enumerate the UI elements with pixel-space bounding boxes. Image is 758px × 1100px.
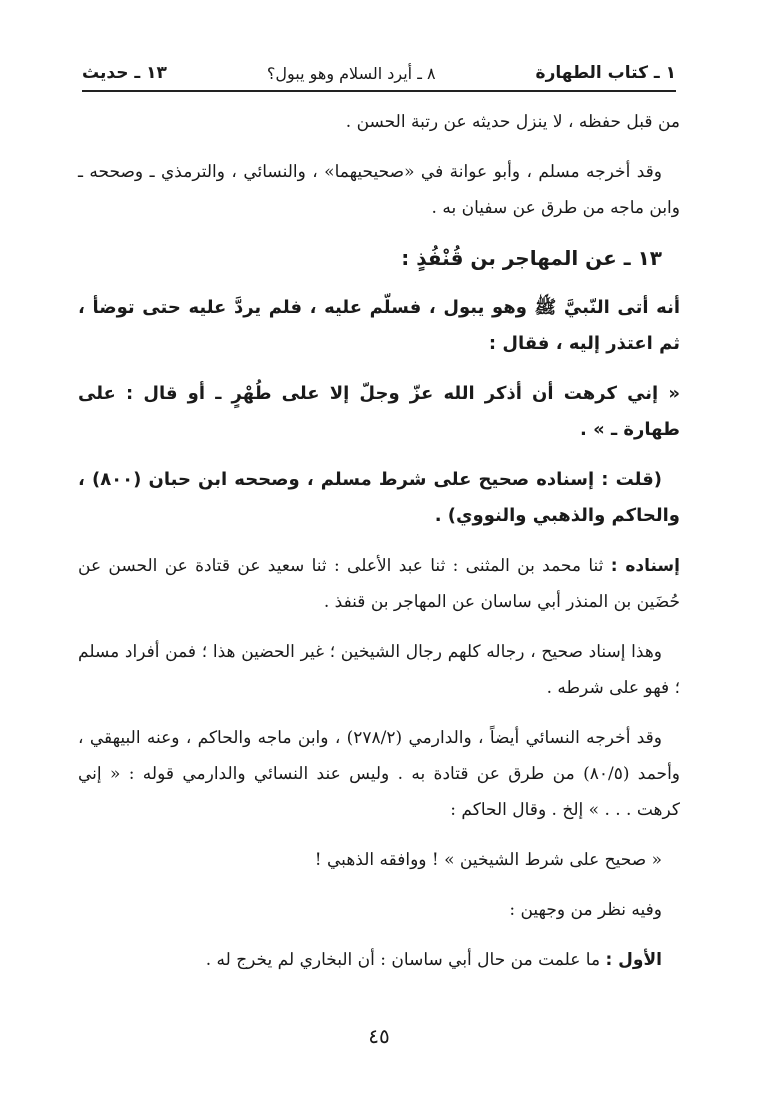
nazar-line: وفيه نظر من وجهين : bbox=[509, 900, 662, 920]
paragraph-takhrij: وقد أخرجه النسائي أيضاً ، والدارمي (٢٧٨/٢) ، وابن ماجه والحاكم ، وعنه البيهقي ، وأحمد (٨٠/٥) من طرق عن قتادة به . وليس عند النسائي والدارمي قوله : « إني كرهت . . . » إلخ . وقال الحاكم : bbox=[78, 728, 680, 820]
paragraph-takhrij-muslim: وقد أخرجه مسلم ، وأبو عوانة في «صحيحيهما» ، والنسائي ، والترمذي ـ وصححه ـ وابن ماجه من طرق عن سفيان به . bbox=[78, 162, 680, 218]
hakim-quote: « صحيح على شرط الشيخين » ! ووافقه الذهبي ! bbox=[314, 850, 662, 870]
isnad-paragraph bbox=[78, 548, 680, 620]
running-header bbox=[82, 58, 676, 88]
paragraph-sahih: وهذا إسناد صحيح ، رجاله كلهم رجال الشيخين ؛ غير الحضين هذا ؛ فمن أفراد مسلم ؛ فهو على شرطه . bbox=[78, 642, 680, 698]
hadith-quote: « إني كرهت أن أذكر الله عزّ وجلّ إلا على طُهْرٍ ـ أو قال : على طهارة ـ » . bbox=[78, 383, 680, 440]
qult-note: (قلت : إسناده صحيح على شرط مسلم ، وصححه ابن حبان (٨٠٠) ، والحاكم والذهبي والنووي) . bbox=[78, 469, 680, 526]
paragraph-hasan-note: من قبل حفظه ، لا ينزل حديثه عن رتبة الحسن . bbox=[345, 112, 680, 132]
page-body bbox=[78, 104, 680, 992]
hadith-heading: ١٣ ـ عن المهاجر بن قُنْفُذٍ : bbox=[401, 246, 662, 270]
header-hadith-number: ١٣ ـ حديث bbox=[82, 63, 167, 83]
header-rule bbox=[82, 90, 676, 92]
hadith-text: أنه أتى النّبيَّ ﷺ وهو يبول ، فسلّم عليه ، فلم يردَّ عليه حتى توضأ ، ثم اعتذر إليه ، فقال : bbox=[78, 297, 680, 354]
first-point bbox=[78, 942, 680, 978]
header-chapter: ١ ـ كتاب الطهارة bbox=[535, 63, 676, 83]
header-section: ٨ ـ أيرد السلام وهو يبول؟ bbox=[266, 63, 436, 83]
page-number: ٤٥ bbox=[368, 1024, 390, 1048]
isnad-text: ثنا محمد بن المثنى : ثنا عبد الأعلى : ثنا سعيد عن قتادة عن الحسن عن حُضَين بن المنذر أبي ساسان عن المهاجر بن قنفذ . bbox=[78, 556, 680, 612]
first-point-label: الأول : bbox=[605, 950, 662, 970]
isnad-label: إسناده : bbox=[610, 556, 680, 576]
first-point-text: ما علمت من حال أبي ساسان : أن البخاري لم يخرج له . bbox=[205, 950, 606, 970]
